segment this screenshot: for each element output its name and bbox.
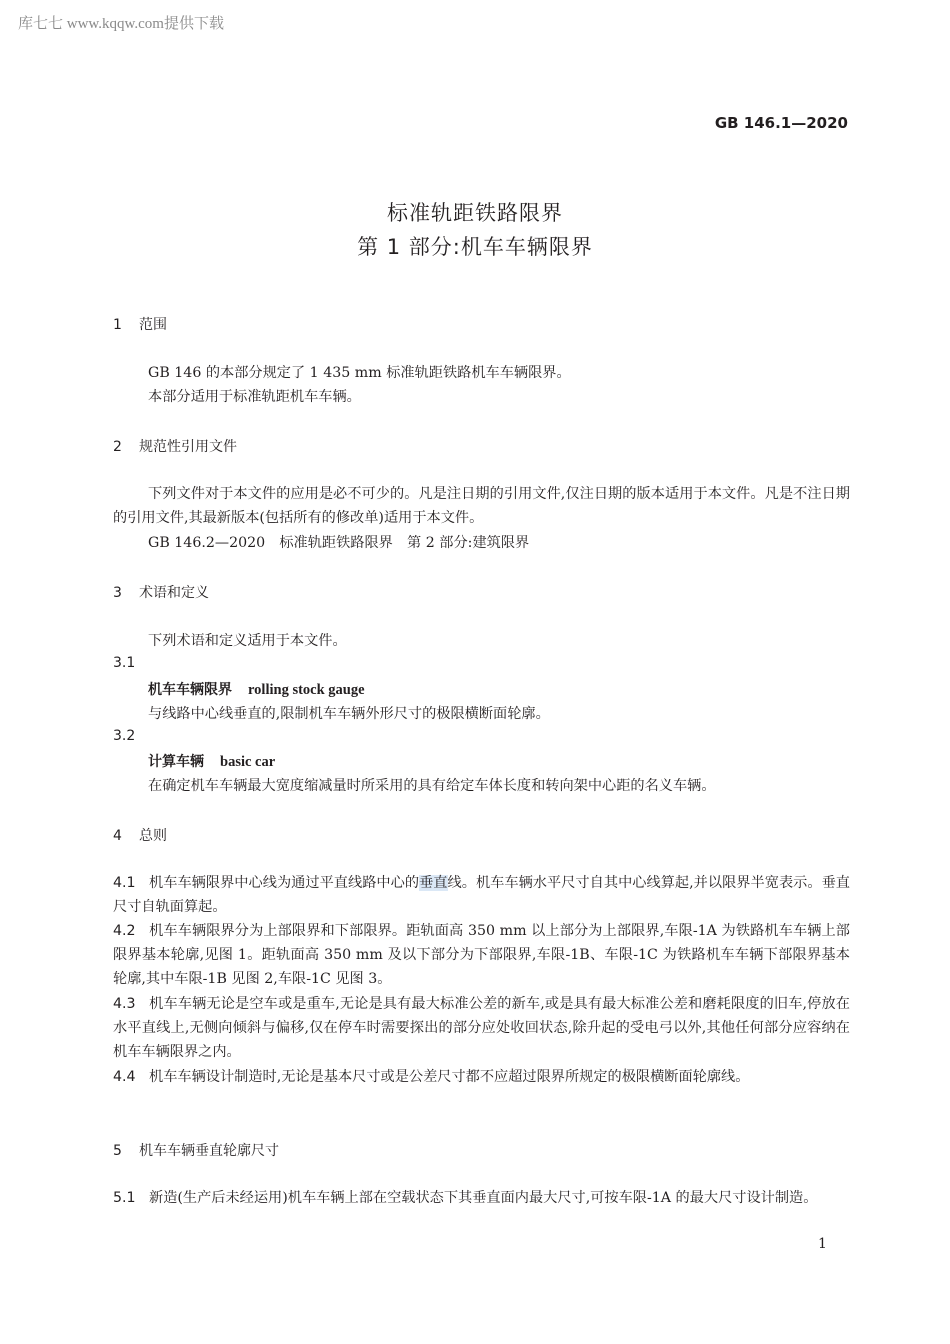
section-title: 总则 [139, 828, 167, 844]
section-title: 范围 [139, 317, 167, 333]
clause-text: 机车车辆限界分为上部限界和下部限界。距轨面高 350 mm 以上部分为上部限界,车限-1A 为铁路机车车辆上部限界基本轮廓,见图 1。距轨面高 350 mm 及以下部分为下部限界,车限-1B、车限-1C 为铁路机车车辆下部限界基本轮廓,其中车限-1B 见图 2,车限-1C 见图 3。 [113, 923, 850, 987]
paragraph: 下列术语和定义适用于本文件。 [148, 633, 347, 649]
clause-number: 4.4 [113, 1069, 136, 1085]
clause-number: 5.1 [113, 1190, 136, 1206]
clause-text: 机车车辆设计制造时,无论是基本尺寸或是公差尺寸都不应超过限界所规定的极限横断面轮廓线。 [149, 1069, 750, 1085]
paragraph: GB 146 的本部分规定了 1 435 mm 标准轨距铁路机车车辆限界。 [148, 365, 571, 381]
section-number: 2 [113, 439, 122, 455]
document-title-line2: 第 1 部分:机车车辆限界 [357, 235, 593, 259]
term-number: 3.1 [113, 655, 136, 671]
clause-text: 机车车辆无论是空车或是重车,无论是具有最大标准公差的新车,或是具有最大标准公差和磨耗限度的旧车,停放在水平直线上,无侧向倾斜与偏移,仅在停车时需要探出的部分应处收回状态,除升起的受电弓以外,其他任何部分应容纳在机车车辆限界之内。 [113, 996, 850, 1060]
section-title: 机车车辆垂直轮廓尺寸 [139, 1143, 279, 1159]
clause-text: 机车车辆限界中心线为通过平直线路中心的 [149, 875, 420, 891]
section-5-heading [113, 1140, 279, 1160]
term-definition: 在确定机车车辆最大宽度缩减量时所采用的具有给定车体长度和转向架中心距的名义车辆。 [148, 778, 716, 794]
section-number: 3 [113, 585, 122, 601]
section-title: 规范性引用文件 [139, 439, 237, 455]
page-number: 1 [818, 1236, 827, 1252]
clause-text: 新造(生产后未经运用)机车车辆上部在空载状态下其垂直面内最大尺寸,可按车限-1A 的最大尺寸设计制造。 [149, 1190, 818, 1206]
paragraph: 下列文件对于本文件的应用是必不可少的。凡是注日期的引用文件,仅注日期的版本适用于本文件。凡是不注日期的引用文件,其最新版本(包括所有的修改单)适用于本文件。 [113, 486, 850, 526]
watermark-text: 库七七 www.kqqw.com提供下载 [18, 16, 224, 32]
section-number: 5 [113, 1143, 122, 1159]
section-number: 1 [113, 317, 122, 333]
clause-4-2 [113, 919, 850, 991]
clause-text: 线。机车车辆水平尺寸自其中心线算起,并以限界半宽表示。垂直尺寸自轨面算起。 [113, 875, 850, 915]
standard-number: GB 146.1—2020 [714, 114, 848, 132]
paragraph: 本部分适用于标准轨距机车车辆。 [148, 389, 361, 405]
clause-number: 4.1 [113, 875, 136, 891]
clause-4-3 [113, 992, 850, 1064]
section-2-heading [113, 436, 237, 456]
section-4-heading [113, 825, 167, 845]
clause-4-1 [113, 871, 850, 919]
term-number: 3.2 [113, 728, 136, 744]
term-chinese: 计算车辆 [148, 754, 204, 770]
highlighted-text: 垂直 [419, 875, 448, 891]
clause-4-4 [113, 1065, 850, 1089]
clause-number: 4.3 [113, 996, 136, 1012]
reference-item: GB 146.2—2020 标准轨距铁路限界 第 2 部分:建筑限界 [148, 535, 530, 551]
clause-number: 4.2 [113, 923, 136, 939]
section-1-heading [113, 314, 167, 334]
clause-5-1 [113, 1186, 850, 1210]
section-number: 4 [113, 828, 122, 844]
term-chinese: 机车车辆限界 [148, 682, 232, 698]
term-english: basic car [220, 754, 276, 770]
section-3-heading [113, 582, 209, 602]
document-title-line1: 标准轨距铁路限界 [387, 201, 563, 225]
term-definition: 与线路中心线垂直的,限制机车车辆外形尺寸的极限横断面轮廓。 [148, 706, 550, 722]
term-english: rolling stock gauge [248, 682, 365, 698]
term-heading [148, 679, 365, 699]
term-heading [148, 751, 275, 771]
section-title: 术语和定义 [139, 585, 209, 601]
